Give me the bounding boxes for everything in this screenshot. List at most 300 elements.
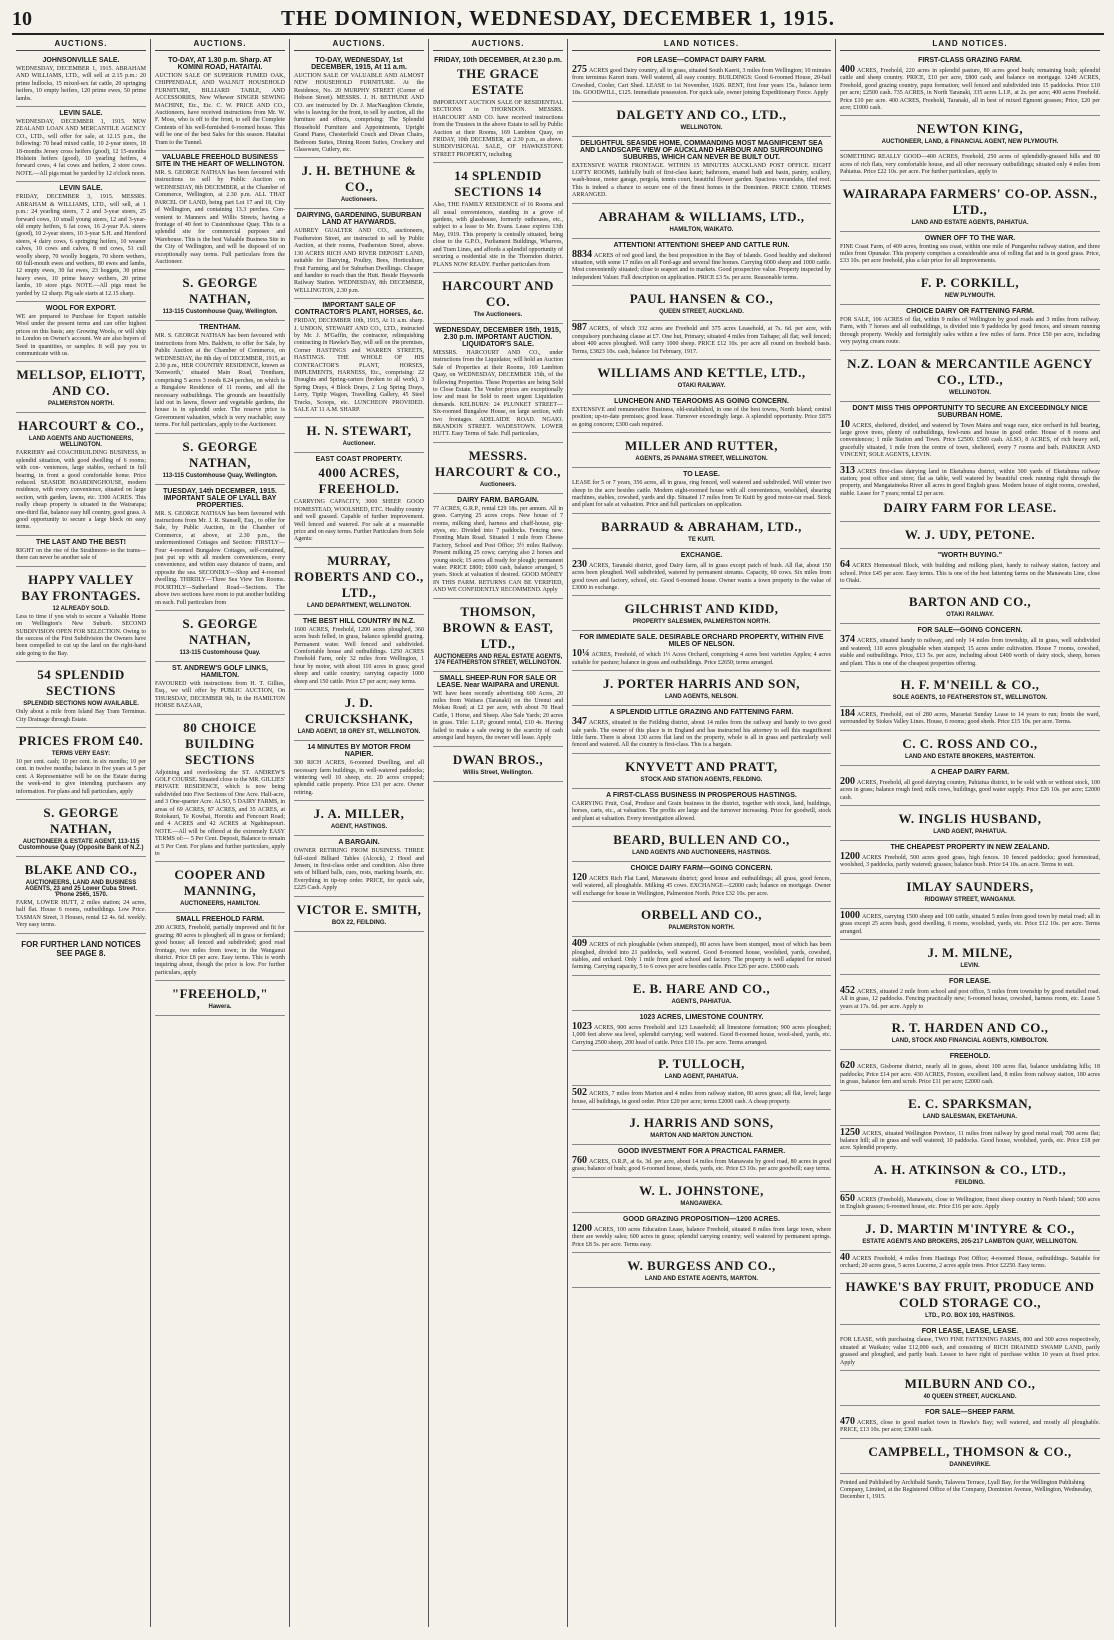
ad-heading: LEVIN SALE.: [59, 185, 103, 193]
advertiser-name: E. C. SPARKSMAN,: [908, 1095, 1032, 1111]
ad-body: [840, 710, 1100, 727]
advertisement: [572, 514, 831, 549]
advertisement: [572, 937, 831, 976]
advertiser-name: COOPER AND MANNING,: [174, 867, 266, 899]
advertiser-name: BLAKE AND CO.,: [24, 861, 138, 877]
ad-body: [840, 1126, 1100, 1153]
ad-heading: GOOD GRAZING PROPOSITION—1200 ACRES.: [623, 1215, 780, 1223]
advertisement: [840, 766, 1100, 806]
advertiser-address: QUEEN STREET, AUCKLAND.: [659, 309, 744, 316]
ad-body: IMPORTANT AUCTION SALE OF RESIDENTIAL SECTIONS in THORNDON. MESSRS. HARCOURT AND CO. have received instructions from the Trustees in the above Estate to sell by Public Auction at their Rooms, 169 Lambton Quay, on FRIDAY, 10th DECEMBER, at 2.30 p.m., as above. SUBDIVISIONAL SALE, OF HAWKESTONE STREET PROPERTY, including: [433, 100, 563, 158]
advertiser-name: J. A. MILLER,: [313, 806, 405, 822]
ad-body: Also, THE FAMILY RESIDENCE of 16 Rooms and all usual conveniences, standing in a grove of gardens, with glasshouse, formerly outhouses, etc., subject to a lease to Mr. Evans. Lease expires 13th May, 1919. This property is centrally situated, being close to the G.P.O., Parliament Buildings, Wharves, and Tram Lines, and affords a splendid opportunity of securing a residential site in the Thorndon district. PLANS NOW READY. Further particulars from: [433, 202, 563, 268]
advertiser-address: SOLE AGENTS, 10 FEATHERSTON ST., WELLINGTON.: [892, 695, 1048, 701]
advertiser-address: HAMILTON, WAIKATO.: [669, 226, 734, 233]
advertisement: [16, 662, 146, 728]
advertiser-name: W. J. UDY, PETONE.: [904, 527, 1036, 543]
ad-body: FARRIERY and COACHBUILDING BUSINESS, in splendid situation, with good dwelling of 6 rooms; with con- veniences, large stables, orchard in full bearing, in front a good comfortable home. Price reduced. SEASIDE BOARDINGHOUSE, modern residence, with every convenience, situated on large section, with garden, lawns, etc. 3300 ACRES. This really cheap property is situated in the Wairarapa; one-third flat, balance easy hill country, good grass. A good opportunity to secure a large block on easy terms.: [16, 450, 146, 531]
advertiser-name: IMLAY SAUNDERS,: [906, 878, 1034, 894]
advertisement: [840, 1439, 1100, 1474]
advertisement: [840, 1015, 1100, 1050]
advertisement: [294, 548, 424, 615]
ad-acreage: 760: [572, 1154, 587, 1166]
ad-heading: VALUABLE FREEHOLD BUSINESS SITE IN THE HEART OF WELLINGTON.: [155, 154, 285, 169]
advertisement: [294, 801, 424, 836]
advertisement: [433, 443, 563, 494]
ad-acreage: 275: [572, 64, 587, 75]
printer-imprint: Printed and Published by Archibald Sando, Talavera Terrace, Lyall Bay, for the Wellington Publishing Company, Limited, at the Registered Office of the Company, Dominion Avenue, Wellington, Wednesday, December 1, 1915.: [840, 1479, 1093, 1500]
advertisement: [572, 1253, 831, 1288]
advertisement: [572, 1086, 831, 1110]
advertiser-name: PRICES FROM £40.: [18, 732, 144, 748]
advertisement: [840, 522, 1100, 549]
advertisement: [840, 1251, 1100, 1275]
footer-note: FOR FURTHER LAND NOTICES SEE PAGE 8.: [21, 939, 141, 958]
advertisement: [155, 913, 285, 981]
ad-body: [840, 987, 1100, 1011]
ad-text: ACRES (Freehold), Manawatu, close to Wellington; finest sheep country in North Island; 500 acres in English grasses; 6-roomed house, etc. Price £16 per acre. Apply: [840, 1196, 1100, 1211]
advertiser-address: ESTATE AGENTS AND BROKERS, 205-217 LAMBTON QUAY, WELLINGTON.: [862, 1238, 1078, 1245]
advertisement: [433, 163, 563, 273]
advertisement: [433, 324, 563, 443]
ad-body: [572, 66, 831, 98]
advertiser-name: MILLER AND RUTTER,: [624, 438, 779, 454]
advertiser-name: J. D. CRUICKSHANK,: [304, 695, 414, 727]
ad-body: FOR LEASE, with purchasing clause, TWO FINE FATTENING FARMS, 800 and 300 acres respectively, situated at Waikato; value £12,000 each, and consisting of RICH DRAINED SWAMP LAND, partly grassed and ploughed, and partly bush. Lessee to have right of purchase within 10 years at fixed price. Apply: [840, 1337, 1100, 1366]
advertisement: [840, 1192, 1100, 1216]
advertiser-address: LAND AND ESTATE AGENTS, PAHIATUA.: [911, 219, 1029, 226]
advertiser-name: S. GEORGE NATHAN,: [182, 615, 258, 647]
advertiser-address: LAND SALESMAN, EKETAHUNA.: [922, 1113, 1018, 1120]
ad-heading: FRIDAY, 10th DECEMBER, At 2.30 p.m.: [434, 57, 562, 64]
ad-acreage: 1200: [840, 851, 860, 863]
ad-body: 300 RICH ACRES, 6-roomed Dwelling, and all necessary farm buildings, in well-watered paddocks; wintering well 10 sheep, etc. 20 acres cropped; splendid cattle property. Price £31 per acre. Owner retiring.: [294, 760, 424, 796]
advertisement: [840, 1371, 1100, 1406]
ad-heading: FOR SALE—SHEEP FARM.: [925, 1408, 1015, 1416]
advertiser-name: J. HARRIS AND SONS,: [629, 1114, 774, 1130]
advertisement: [433, 747, 563, 782]
advertiser-name: THOMSON, BROWN & EAST, LTD.,: [442, 603, 554, 651]
advertisement: [16, 567, 146, 662]
advertisement: [840, 1126, 1100, 1157]
advertiser-address: PALMERSTON NORTH.: [668, 925, 735, 932]
ad-heading: CHOICE DAIRY FARM—GOING CONCERN.: [630, 865, 773, 873]
ad-text: ACRES, situated Wellington Province, 11 miles from railway by good metal road; 700 acres flat; balance hill; all in grass and well watered; 10 paddocks. Good house, woolshed, yards, etc. Price £18 per acre. Splendid property.: [840, 1130, 1100, 1152]
advertisement: [294, 836, 424, 896]
advertisement: [572, 1011, 831, 1051]
ad-body: [840, 1251, 1100, 1271]
advertisement: [572, 286, 831, 321]
ad-acreage: 64: [840, 559, 850, 571]
ad-text: ACRES, Gisborne district, nearly all in grass, about 100 acres flat, balance undulating hills; 18 paddocks; Price £14 per acre. 430 ACRES, Foxton, excellent land, 8 miles from railway station, 180 acres in grass, balance fern and scrub. Price £11 per acre; £2000 cash.: [840, 1064, 1100, 1086]
ad-heading: TO-DAY, AT 1.30 p.m. Sharp. AT KOMINI ROAD, HATAITAI.: [168, 57, 272, 71]
advertisement: [840, 1406, 1100, 1439]
advertisement: [840, 975, 1100, 1015]
advertiser-name: PAUL HANSEN & CO.,: [629, 291, 774, 307]
advertiser-name: NEWTON KING,: [916, 121, 1024, 137]
ad-body: WEDNESDAY, DECEMBER 1, 1915. NEW ZEALAND LOAN AND MERCANTILE AGENCY CO., LTD., will offer for sale, at 12.15 p.m., the following: 70 head mixed cattle, 10 2-year steers, 18 18-months Jersey cross heifers (good), 12 15-months Holstein heifers (good), 10 yearling heifers, 4 forward cows, 4 fat cows and heifers, 2 store cows. NOTE.—All pigs must be yarded by 12 o'clock noon.: [16, 119, 146, 177]
ad-acreage: 470: [840, 1415, 855, 1427]
ad-text: ACRES, 100 acres Education Lease, balance Freehold, situated 8 miles from large town, where there are weekly sales; 600 acres in grass; splendid carrying country; well watered by permanent springs. Price £8 5s. per acre. Terms easy.: [572, 1226, 831, 1248]
advertiser-address: AGENT, HASTINGS.: [330, 824, 388, 831]
column-auctions-2: [151, 39, 290, 1627]
advertisement: [16, 728, 146, 800]
advertiser-address: 113-115 Customhouse Quay, Wellington.: [162, 472, 278, 479]
ad-heading: EAST COAST PROPERTY.: [315, 456, 403, 464]
advertisement: [572, 137, 831, 204]
advertiser-address: Hawera.: [208, 1004, 232, 1011]
ad-body: FINE Coast Farm, of 409 acres, fronting sea coast, within one mile of Pungarehu railway station, and three miles from Opunake. This property comprises a considerable area of rolling flat and is in good grass. Price, £33 10s. per acre freehold, plus a fair price for all improvements.: [840, 243, 1100, 265]
advertisement: [155, 151, 285, 270]
advertisement: [572, 239, 831, 287]
ad-heading: "WORTH BUYING.": [937, 552, 1003, 560]
ad-heading: SMALL FREEHOLD FARM.: [175, 916, 265, 924]
advertiser-address: PROPERTY SALESMEN, PALMERSTON NORTH.: [632, 619, 771, 626]
ad-text: ACRES Homestead Block, with building and milking plant, handy to railway station, factory and school. Price £45 per acre. Easy terms. This is one of the best fattening farms on the Manawatu Line, close to Otaki.: [840, 563, 1100, 584]
ad-body: [572, 558, 831, 593]
advertisement: [840, 707, 1100, 731]
ad-heading: DAIRY FARM. BARGAIN.: [457, 496, 539, 504]
advertisement: [840, 1216, 1100, 1251]
advertiser-name: E. B. HARE AND CO.,: [632, 980, 771, 996]
ad-heading: FOR SALE—GOING CONCERN.: [917, 627, 1023, 635]
advertisement: [294, 54, 424, 158]
advertisement: [294, 299, 424, 418]
advertisement: [16, 54, 146, 107]
advertiser-name: GILCHRIST AND KIDD,: [624, 601, 779, 617]
advertiser-name: N.Z. LOAN & MERCANTILE AGENCY CO., LTD.,: [847, 355, 1093, 387]
ad-body: FRIDAY, DECEMBER 3, 1915. MESSRS. ABRAHAM & WILLIAMS, LTD., will sell, at 1 p.m.: 24 yearling steers, 7 2 and 3-year steers, 25 forward cows, 10 small young steers, 12 and 3-year-old empty heifers, 6 fat cows, 16 2-year P.A. steers (good), 10 2-year steers, 10 3-year S.H. and Hereford steers, 4 dairy cows, 6 springing heifers, 10 weaner calves, 10 cows and calves, 8 red cows, 51 cull woolly sheep, 70 woolly hoggets, 70 shorn wethers, 60 full-mouth ewes and wethers, 80 ewes and lambs, 12 empty ewes, 30 fat ewes, 23 hoggets, 30 prime heavy ewes, 10 prime heavy wethers, 20 prime lambs, 10 store pigs. NOTE.—All pigs must be yarded by 12 sharp. Pig sale starts at 12.15 sharp.: [16, 194, 146, 297]
ad-body: EXTENSIVE WATER FRONTAGE. WITHIN 15 MINUTES AUCKLAND POST OFFICE. EIGHT LOFTY ROOMS, faithfully built of first-class kauri; bathroom, enamel bath and basin, pantry, scullery, wash-house, motor garage, pergola, tennis court, beautiful flower garden. Spacious verandahs, tiled roof. This is indeed a chance to secure one of the finest homes in the Dominion. PRICE £3800. TERMS ARRANGED.: [572, 162, 831, 199]
advertisement: [572, 1213, 831, 1253]
advertisement: [572, 204, 831, 239]
advertiser-address: Willis Street, Wellington.: [463, 769, 533, 776]
advertiser-name: MURRAY, ROBERTS AND CO., LTD.,: [294, 552, 424, 600]
advertisement: [572, 862, 831, 902]
advertisement: [433, 672, 563, 747]
advertisement: [572, 549, 831, 597]
advertiser-name: BARRAUD & ABRAHAM, LTD.,: [601, 518, 802, 534]
advertisement: [155, 321, 285, 433]
advertiser-name: CAMPBELL, THOMSON & CO.,: [868, 1443, 1072, 1459]
ad-body: 10 per cent. cash; 10 per cent. in six months; 10 per cent. in twelve months; balance in five years at 5 per cent. A Representative will be on the Estate during the week-end to give intending purchasers any information. For plans and full particulars, apply: [16, 758, 146, 795]
advertisement: [840, 1091, 1100, 1126]
ad-text: ACRES, O.R.P., at 6s. 3d. per acre, about 14 miles from Manawatu by good road, 80 acres in good grass; balance of bush; good 6-roomed house, sheds, yards, etc. Price £3 10s. per acre goodwill; easy terms.: [572, 1158, 831, 1173]
ad-body: MR. S. GEORGE NATHAN has been favoured with instructions from Mrs. Baldwin, to offer for Sale, by Public Auction at the Chamber of Commerce, on WEDNESDAY, the 8th day of DECEMBER, 1915, at 2.30 p.m., HER COUNTRY RESIDENCE, known as 'Kenworth,' situated Main Road, Trentham, comprising 5 acres 3 roods 8.24 perches, on which is a Bungalow Residence of 11 rooms, and all the necessary outbuildings. The grounds are beautifully laid out in lawns, flower and vegetable gardens, the house is in splendid order. The reserve price is Government valuation, which is very reachable; easy terms. For full particulars, apply to the Auctioneer.: [155, 333, 285, 429]
advertiser-address: 40 QUEEN STREET, AUCKLAND.: [923, 1393, 1017, 1400]
advertiser-address: AGENTS, 25 PANAMA STREET, WELLINGTON.: [635, 456, 768, 463]
advertiser-address: LAND AND ESTATE AGENTS, MARTON.: [644, 1275, 759, 1282]
advertisement: [16, 536, 146, 567]
advertisement: [840, 1274, 1100, 1325]
ad-body: 200 ACRES, Freehold, partially improved and fit for grazing; 80 acres is ploughed; all in grass or fernland; good house; all fenced and subdivided; good road frontage, two miles from town; in the Wanganui district. Price £8 per acre. Easy terms. This is worth inquiring about, though the price is low. For further particulars, apply: [155, 925, 285, 976]
advertiser-name: J. M. MILNE,: [927, 945, 1013, 961]
ad-heading: A FIRST-CLASS BUSINESS IN PROSPEROUS HASTINGS.: [606, 791, 797, 799]
advertisement: [840, 624, 1100, 672]
advertisement: [155, 981, 285, 1016]
advertiser-name: ORBELL AND CO.,: [641, 907, 762, 923]
ad-body: [840, 1062, 1100, 1086]
advertiser-name: HAPPY VALLEY BAY FRONTAGES.: [21, 571, 141, 603]
advertiser-address: AUCTIONEER, LAND, & FINANCIAL AGENT, NEW PLYMOUTH.: [881, 139, 1059, 146]
advertiser-address: TERMS VERY EASY:: [51, 750, 111, 757]
ad-heading: DON'T MISS THIS OPPORTUNITY TO SECURE AN EXCEEDINGLY NICE SUBURBAN HOME.: [852, 404, 1088, 419]
advertiser-name: DAIRY FARM FOR LEASE.: [883, 500, 1057, 516]
ad-body: [840, 418, 1100, 460]
advertisement: [155, 270, 285, 321]
ad-heading: CHOICE DAIRY OR FATTENING FARM.: [906, 307, 1034, 315]
ad-heading: OWNER OFF TO THE WAR.: [924, 234, 1016, 242]
advertisement: [294, 418, 424, 453]
ad-text: ACRES Rich Flat Land, Manawatu district; good house and outbuildings; all grass, good fences, well watered, all ploughable. Milking 45 cows. EXCHANGE—£2000 cash; balance on mortgage. Owner will exchange for house in Wellington, Palmerston North. Price £32 10s. per acre.: [572, 876, 831, 897]
advertisement: [572, 631, 831, 671]
ad-body: Less to time if you wish to secure a Valuable Home on Wellington's New Suburb. SECOND SUBDIVISION OPEN FOR SELECTION. Owing to the success of the First Subdivision the Owners have been compelled to cut up the land on the right-hand side going to the Bay.: [16, 613, 146, 657]
ad-heading: FIRST-CLASS GRAZING FARM.: [918, 57, 1022, 64]
ad-acreage: 200: [840, 775, 855, 787]
ad-body: Adjoining and overlooking the ST. ANDREW'S GOLF COURSE. Situated close to the MR. GILLIES' PRIVATE RESIDENCE, which is now being subdivided into Five Sections of One Acre. Half-acre, and 3 One-quarter Acre. ALSO, 5 DAIRY FARMS, in areas of 69 ACRES, 87 ACRES, and 35 ACRES, at Rotokauri, Te Kowhai, Horotiu and Fencourt Road; and 4 ACRES and 42 ACRES at Ngahinapouri. NOTE.—All will be offered at the extremely EASY TERMS of:— 5 Per Cent. Deposit, Balance to remain at 5 Per Cent. For plans and further particulars, apply to: [155, 769, 285, 857]
advertiser-address: Auctioneers.: [479, 481, 517, 488]
advertiser-address: Auctioneer.: [342, 441, 376, 448]
ad-heading: ATTENTION! ATTENTION! SHEEP AND CATTLE RUN.: [613, 241, 790, 249]
ad-heading: JOHNSONVILLE SALE.: [42, 57, 120, 64]
advertisement: [155, 485, 285, 611]
ad-heading: 14 MINUTES BY MOTOR FROM NAPIER.: [307, 744, 411, 759]
ad-text: ACRES, situated in the Feilding district, about 14 miles from the railway and handy to two good sale yards. The owner of this place is in England and has instructed his attorney to sell this magnificent little farm. There is about 130 acres flat land on the property, whole is all in grass and particularly well fenced and watered. All the country is first-class. This is a bargain.: [572, 720, 831, 749]
advertisement: [155, 715, 285, 863]
advertiser-name: 80 CHOICE BUILDING SECTIONS: [183, 719, 257, 767]
ad-body: CARRYING CAPACITY, 3000 SHEEP. GOOD HOMESTEAD, WOOLSHED, ETC. Healthy country and well grassed. Capable of further improvement. Well fenced and watered. For sale at a reasonable price and on easy terms. Further Particulars from Sole Agents:: [294, 499, 424, 543]
advertiser-name: HARCOURT & CO.,: [18, 418, 144, 434]
ad-body: Only about a mile from Island Bay Tram Terminus. City Drainage through Estate.: [16, 709, 146, 723]
advertiser-address: WELLINGTON.: [949, 389, 991, 396]
advertiser-address: 113-115 Customhouse Quay, Wellington.: [162, 309, 278, 316]
ad-body: AUBREY GUALTER AND CO., auctioneers, Featherston Street, are instructed to sell by Public Auction, at their rooms, Featherston Street, above. 130 ACRES RICH AND RIVER DEPOSIT LAND, suitable for Dairying, Poultry, Bees, Horticulture, Fruit Farming, and for Suburban Dwellings. Cheaper and handier to reach than the Hutt. Beside Haywards Railway Station. WEDNESDAY, 8th DECEMBER, WELLINGTON, 2.30 p.m.: [294, 228, 424, 294]
ad-acreage: 1200: [572, 1222, 592, 1234]
advertiser-name: 14 SPLENDID SECTIONS 14: [454, 168, 542, 200]
advertisement: [155, 54, 285, 151]
advertiser-name: J. PORTER HARRIS AND SON,: [603, 676, 800, 692]
advertiser-name: WILLIAMS AND KETTLE, LTD.,: [597, 364, 806, 380]
advertisement: [433, 273, 563, 324]
advertisement: [840, 270, 1100, 305]
ad-acreage: 184: [840, 708, 855, 719]
advertiser-name: BARTON AND CO.,: [908, 594, 1032, 610]
advertisement: [572, 1145, 831, 1178]
ad-heading: GOOD INVESTMENT FOR A PRACTICAL FARMER.: [617, 1147, 786, 1155]
advertiser-address: DANNEVIRKE.: [949, 1461, 991, 1468]
advertiser-name: H. N. STEWART,: [306, 423, 412, 439]
advertiser-name: S. GEORGE NATHAN,: [182, 438, 258, 470]
advertiser-name: W. BURGESS AND CO.,: [627, 1257, 776, 1273]
advertiser-name: S. GEORGE NATHAN,: [43, 804, 119, 836]
advertisement: [840, 351, 1100, 402]
advertiser-address: TE KUITI.: [688, 536, 715, 543]
newspaper-title: THE DOMINION, WEDNESDAY, DECEMBER 1, 1915.: [280, 6, 836, 30]
ad-heading: TUESDAY, 14th DECEMBER, 1915. IMPORTANT SALE OF LYALL BAY PROPERTIES.: [163, 487, 277, 509]
advertiser-name: W. L. JOHNSTONE,: [639, 1182, 764, 1198]
advertisement: [840, 940, 1100, 975]
page-number: 10: [12, 8, 32, 30]
advertiser-address: LTD., P.O. BOX 103, HASTINGS.: [925, 1313, 1015, 1320]
ad-heading: DAIRYING, GARDENING, SUBURBAN LAND AT HAYWARDS.: [296, 212, 422, 227]
column-heading: AUCTIONS.: [16, 39, 146, 51]
advertisement: [16, 182, 146, 302]
advertisement: [433, 54, 563, 163]
ad-text: ACRES, Freehold, out of 280 acres, Maraetai Sunday Lease to 14 years to run; fronts the ward, surrounded by Stokes Valley Lines. House, 6 rooms; good sheds. Price £15 10s. per acre. Terms.: [840, 712, 1100, 726]
advertisement: [572, 1110, 831, 1145]
advertiser-address: LAND AGENT, 18 GREY ST., WELLINGTON.: [297, 729, 421, 736]
ad-heading: TO LEASE.: [683, 471, 720, 479]
advertiser-name: MESSRS. HARCOURT & CO.,: [435, 447, 561, 479]
ad-heading: LUNCHEON AND TEAROOMS AS GOING CONCERN.: [614, 397, 789, 405]
ad-acreage: 409: [572, 938, 587, 950]
ad-body: [572, 718, 831, 750]
ad-acreage: 650: [840, 1192, 855, 1204]
ad-body: AUCTION SALE OF VALUABLE AND ALMOST NEW HOUSEHOLD FURNITURE. At the Residence, No. 20 MURPHY STREET (Corner of Hobson Street). MESSRS. J. H. BETHUNE AND CO. are instructed by Dr. J. MacNaughton Christie, who is leaving for the front, to sell by auction, all the furniture and effects, comprising: The Splendid Household Furniture and Appointments, Upright Grand Piano, Chesterfield Couch and Divan Chairs, Bedroom Suites, Dining Room Suites, Crockery and Glassware, Cutlery, etc.: [294, 73, 424, 154]
ad-acreage: 10: [840, 418, 850, 430]
ad-body: [840, 1415, 1100, 1435]
advertiser-address: The Auctioneers.: [473, 311, 523, 318]
ad-heading: WOOL FOR EXPORT.: [45, 304, 117, 312]
advertiser-address: AGENTS, PAHIATUA.: [671, 998, 732, 1005]
advertiser-address: SPLENDID SECTIONS NOW AVAILABLE.: [23, 701, 139, 708]
advertiser-address: LAND AGENT, PAHIATUA.: [933, 829, 1007, 836]
ad-heading: FREEHOLD.: [949, 1053, 991, 1061]
advertiser-name: KNYVETT AND PRATT,: [625, 758, 778, 774]
advertiser-name: C. C. ROSS AND CO.,: [902, 735, 1038, 751]
advertiser-name: 54 SPLENDID SECTIONS: [37, 667, 125, 699]
advertisement: [16, 302, 146, 362]
ad-text: ACRES, situated 2 mile from school and post office, 5 miles from township by good metalled road. All in grass, 12 paddocks. Fencing practically new; 6-roomed house, cowshed, harness room, etc. Lease 5 years at 17s. 6d. per acre. Apply to: [840, 989, 1100, 1010]
ad-heading: SMALL SHEEP-RUN FOR SALE OR LEASE. Near WAIPARA and URENUI.: [436, 674, 560, 689]
advertisement: [840, 305, 1100, 351]
advertisement: [572, 395, 831, 433]
advertiser-address: LAND AGENTS AND AUCTIONEERS, WELLINGTON.: [28, 436, 134, 449]
ad-heading: WEDNESDAY, DECEMBER 15th, 1915, 2.30 p.m. IMPORTANT AUCTION. LIQUIDATOR'S SALE.: [435, 326, 561, 348]
advertisement: [294, 690, 424, 741]
advertisement: [155, 434, 285, 485]
ad-body: RIGHT on the rise of the Strathmore- to the trams—there can never be another sale of: [16, 547, 146, 562]
ad-heading: 1023 ACRES, LIMESTONE COUNTRY.: [639, 1013, 764, 1021]
ad-body: [840, 1192, 1100, 1212]
ad-text: ACRES good Dairy country, all in grass, situated South Kaerit, 3 miles from Wellington; 10 minutes from terminus Karori tram. Well watered, all easy country. BUILDINGS: Good 6-roomed House, 20-bail Cowshed, Cooler, Cart Shed. LEASE to 1st November, 1926. RENT, first four years 15s., balance term 18s. GOODWILL, £125. Immediate possession. For quick sale, owner joining Expeditionary Force. Apply: [572, 68, 831, 97]
advertiser-name: J. D. MARTIN M'INTYRE & CO.,: [865, 1220, 1075, 1236]
advertiser-address: 113-115 Customhouse Quay.: [179, 649, 261, 656]
columns: [12, 39, 1104, 1627]
advertisement: [840, 731, 1100, 766]
advertisement: [294, 209, 424, 299]
advertisement: [840, 232, 1100, 270]
ad-heading: DELIGHTFUL SEASIDE HOME, COMMANDING MOST MAGNIFICENT SEA AND LANDSCAPE VIEW OF AUCKLAND HARBOUR AND SURROUNDING SUBURBS, WHICH CAN NEVER BE BUILT OUT.: [580, 139, 823, 161]
advertiser-name: "FREEHOLD,": [171, 986, 269, 1002]
ad-body: WE have been recently advertising 600 Acres, 20 miles from Waitara (Taranaki) on the Urenui and Mokau Road; at £2 per acre, with about 70 Head Cattle, 1 Horse, and Sheep. Also Sale Yards; 20 acres in grass. Title: L.I.P.; ground rental, £10 4s. Having failed to make a sale owing to the scarcity of cash amongst land buyers, the owner will lease. Apply: [433, 690, 563, 742]
ad-body: SOMETHING REALLY GOOD—400 ACRES, Freehold, 250 acres of splendidly-grassed hills and 80 acres of rich flats, very comfortable house, and all other necessary outbuildings; situated only 4 miles from Pahiatua. Price £22 10s. per acre. For further particulars, apply to: [840, 154, 1100, 176]
advertiser-name: DALGETY AND CO., LTD.,: [616, 106, 787, 122]
advertiser-name: WAIRARAPA FARMERS' CO-OP. ASSN., LTD.,: [842, 185, 1098, 217]
advertiser-address: LAND DEPARTMENT, WELLINGTON.: [306, 602, 412, 609]
advertiser-name: MELLSOP, ELIOTT, AND CO.: [16, 367, 146, 399]
advertiser-name: A. H. ATKINSON & CO., LTD.,: [873, 1161, 1067, 1177]
advertiser-address: RIDGWAY STREET, WANGANUI.: [924, 896, 1016, 903]
advertisement: [572, 976, 831, 1011]
ad-acreage: 10¼: [572, 648, 590, 660]
advertisement: [840, 464, 1100, 523]
advertisement: [840, 589, 1100, 624]
advertiser-name: MILBURN AND CO.,: [904, 1375, 1036, 1391]
advertiser-address: LAND, STOCK AND FINANCIAL AGENTS, KIMBOLTON.: [891, 1038, 1049, 1045]
advertiser-address: LAND AND ESTATE BROKERS, MASTERTON.: [904, 753, 1036, 760]
ad-body: [840, 775, 1100, 802]
advertisement: [572, 789, 831, 827]
advertisement: [840, 54, 1100, 116]
advertisement: [16, 413, 146, 535]
ad-heading: TO-DAY, WEDNESDAY, 1st DECEMBER, 1915, At 11 a.m.: [311, 57, 407, 71]
advertiser-name: R. T. HARDEN AND CO.,: [891, 1020, 1049, 1036]
ad-body: [840, 561, 1100, 585]
ad-body: [572, 1089, 831, 1106]
ad-acreage: 8834: [572, 248, 592, 260]
ad-acreage: 230: [572, 558, 587, 570]
ad-heading: EXCHANGE.: [680, 551, 723, 559]
column-heading: LAND NOTICES.: [572, 39, 831, 51]
advertisement: [572, 102, 831, 137]
advertisement: [572, 596, 831, 631]
ad-acreage: 1023: [572, 1020, 592, 1032]
advertisement: [572, 433, 831, 468]
advertiser-address: LAND AGENTS, NELSON.: [664, 694, 739, 701]
advertisement: [572, 827, 831, 862]
column-heading: LAND NOTICES.: [840, 39, 1100, 51]
advertisement: [840, 549, 1100, 589]
ad-heading: TRENTHAM.: [199, 324, 241, 332]
ad-body: WE are prepared to Purchase for Export suitable Wool under the present terms and can offer highest prices on this basis; any Growing Wools, or will ship to London on Owner's account. We are also buyers of Seed in quantities, or samples. It will pay you to communicate with us.: [16, 313, 146, 357]
advertiser-address: LEVIN.: [960, 963, 980, 970]
advertiser-address: OTAKI RAILWAY.: [946, 612, 994, 619]
ad-heading: ST. ANDREW'S GOLF LINKS, HAMILTON.: [172, 664, 268, 679]
ad-body: [572, 874, 831, 898]
advertiser-address: OTAKI RAILWAY.: [677, 382, 726, 389]
advertisement: [572, 902, 831, 937]
column-auctions-3: [290, 39, 429, 1627]
masthead: [12, 6, 1104, 35]
ad-acreage: 120: [572, 872, 587, 884]
ad-text: ACRES, 7 miles from Marton and 4 miles from railway station, 80 acres grass; all flat, level; large house, all buildings, in good order. Price £20 per acre; terms £2000 cash. A cheap property.: [572, 1091, 831, 1105]
ad-body: [572, 1020, 831, 1047]
advertiser-address: LAND AGENTS AND AUCTIONEERS, HASTINGS.: [632, 850, 771, 857]
advertisement: [572, 671, 831, 706]
advertisement: [840, 841, 1100, 874]
ad-heading: IMPORTANT SALE OF CONTRACTOR'S PLANT, HORSES, &c.: [294, 302, 424, 317]
ad-body: [840, 853, 1100, 870]
ad-text: ACRES, Freehold, of which 1½ Acres Orchard, comprising 4 acres best varieties Apples; 4 acres suitable for pasture; balance in grass and outbuildings. Price £2650; terms arranged.: [572, 652, 831, 666]
column-auctions-1: [12, 39, 151, 1627]
ad-text: ACRES, carrying 1500 sheep and 100 cattle, situated 5 miles from good town by metal road; all in grass except 25 acres bush, good dwelling, 6 rooms, woolshed, yards, etc. Price £12 10s. per acre. Terms arranged.: [840, 913, 1100, 935]
advertisement: [16, 362, 146, 413]
advertiser-address: NEW PLYMOUTH.: [944, 292, 996, 299]
advertiser-name: F. P. CORKILL,: [920, 274, 1020, 290]
advertisement: [16, 107, 146, 182]
ad-acreage: 1250: [840, 1126, 860, 1138]
ad-body: 77 ACRES, G.R.P., rental £29 18s. per annum. All in grass. Carrying 25 acres crops. New house of 7 rooms, milking shed, harness and chaff-house, pig-styes, etc. Divided into 7 paddocks. Fencing new. Fronting Main Road. Situated 1 mile from Cheese Factory, School and Post Office; 3½ miles Railway. Present milking 25 cows; carrying also 2 horses and young stock; 15 acres all ready for plough; permanent water. PRICE £800; £600 cash, balance arranged, 5 years. Stock at valuation if desired. GOOD MONEY IN THIS FARM. RETURNS CAN BE VERIFIED, AND WE CONFIDENTLY RECOMMEND. Apply: [433, 505, 563, 594]
ad-text: ACRES of red good land, the best proposition in the Bay of Islands. Good healthy and sheltered situation, with some 17 miles on all Ford-age and several fine homes. Carrying 6000 sheep and 1000 cattle. Most conveniently situated; close to seaport and to markets. Good prospective value. Property inspected by independent Valuer. Full description on application. PRICE £3 5s. per acre. Reasonable terms.: [572, 252, 831, 281]
advertisement: [433, 599, 563, 672]
ad-body: [572, 650, 831, 667]
advertisement: [294, 158, 424, 209]
ad-body: EXTENSIVE and remunerative Business, old-established, in one of the best towns, North Island; central position; up-to-date premises; good lease. Turnover exceedingly large. A splendid opportunity. Price £875 as going concern; £300 cash required.: [572, 406, 831, 428]
advertiser-address: AUCTIONEERS, LAND AND BUSINESS AGENTS, 23 and 25 Lower Cuba Street. 'Phone 2565, 1570.: [24, 879, 138, 898]
advertisement: [294, 741, 424, 801]
advertisement: [572, 360, 831, 395]
